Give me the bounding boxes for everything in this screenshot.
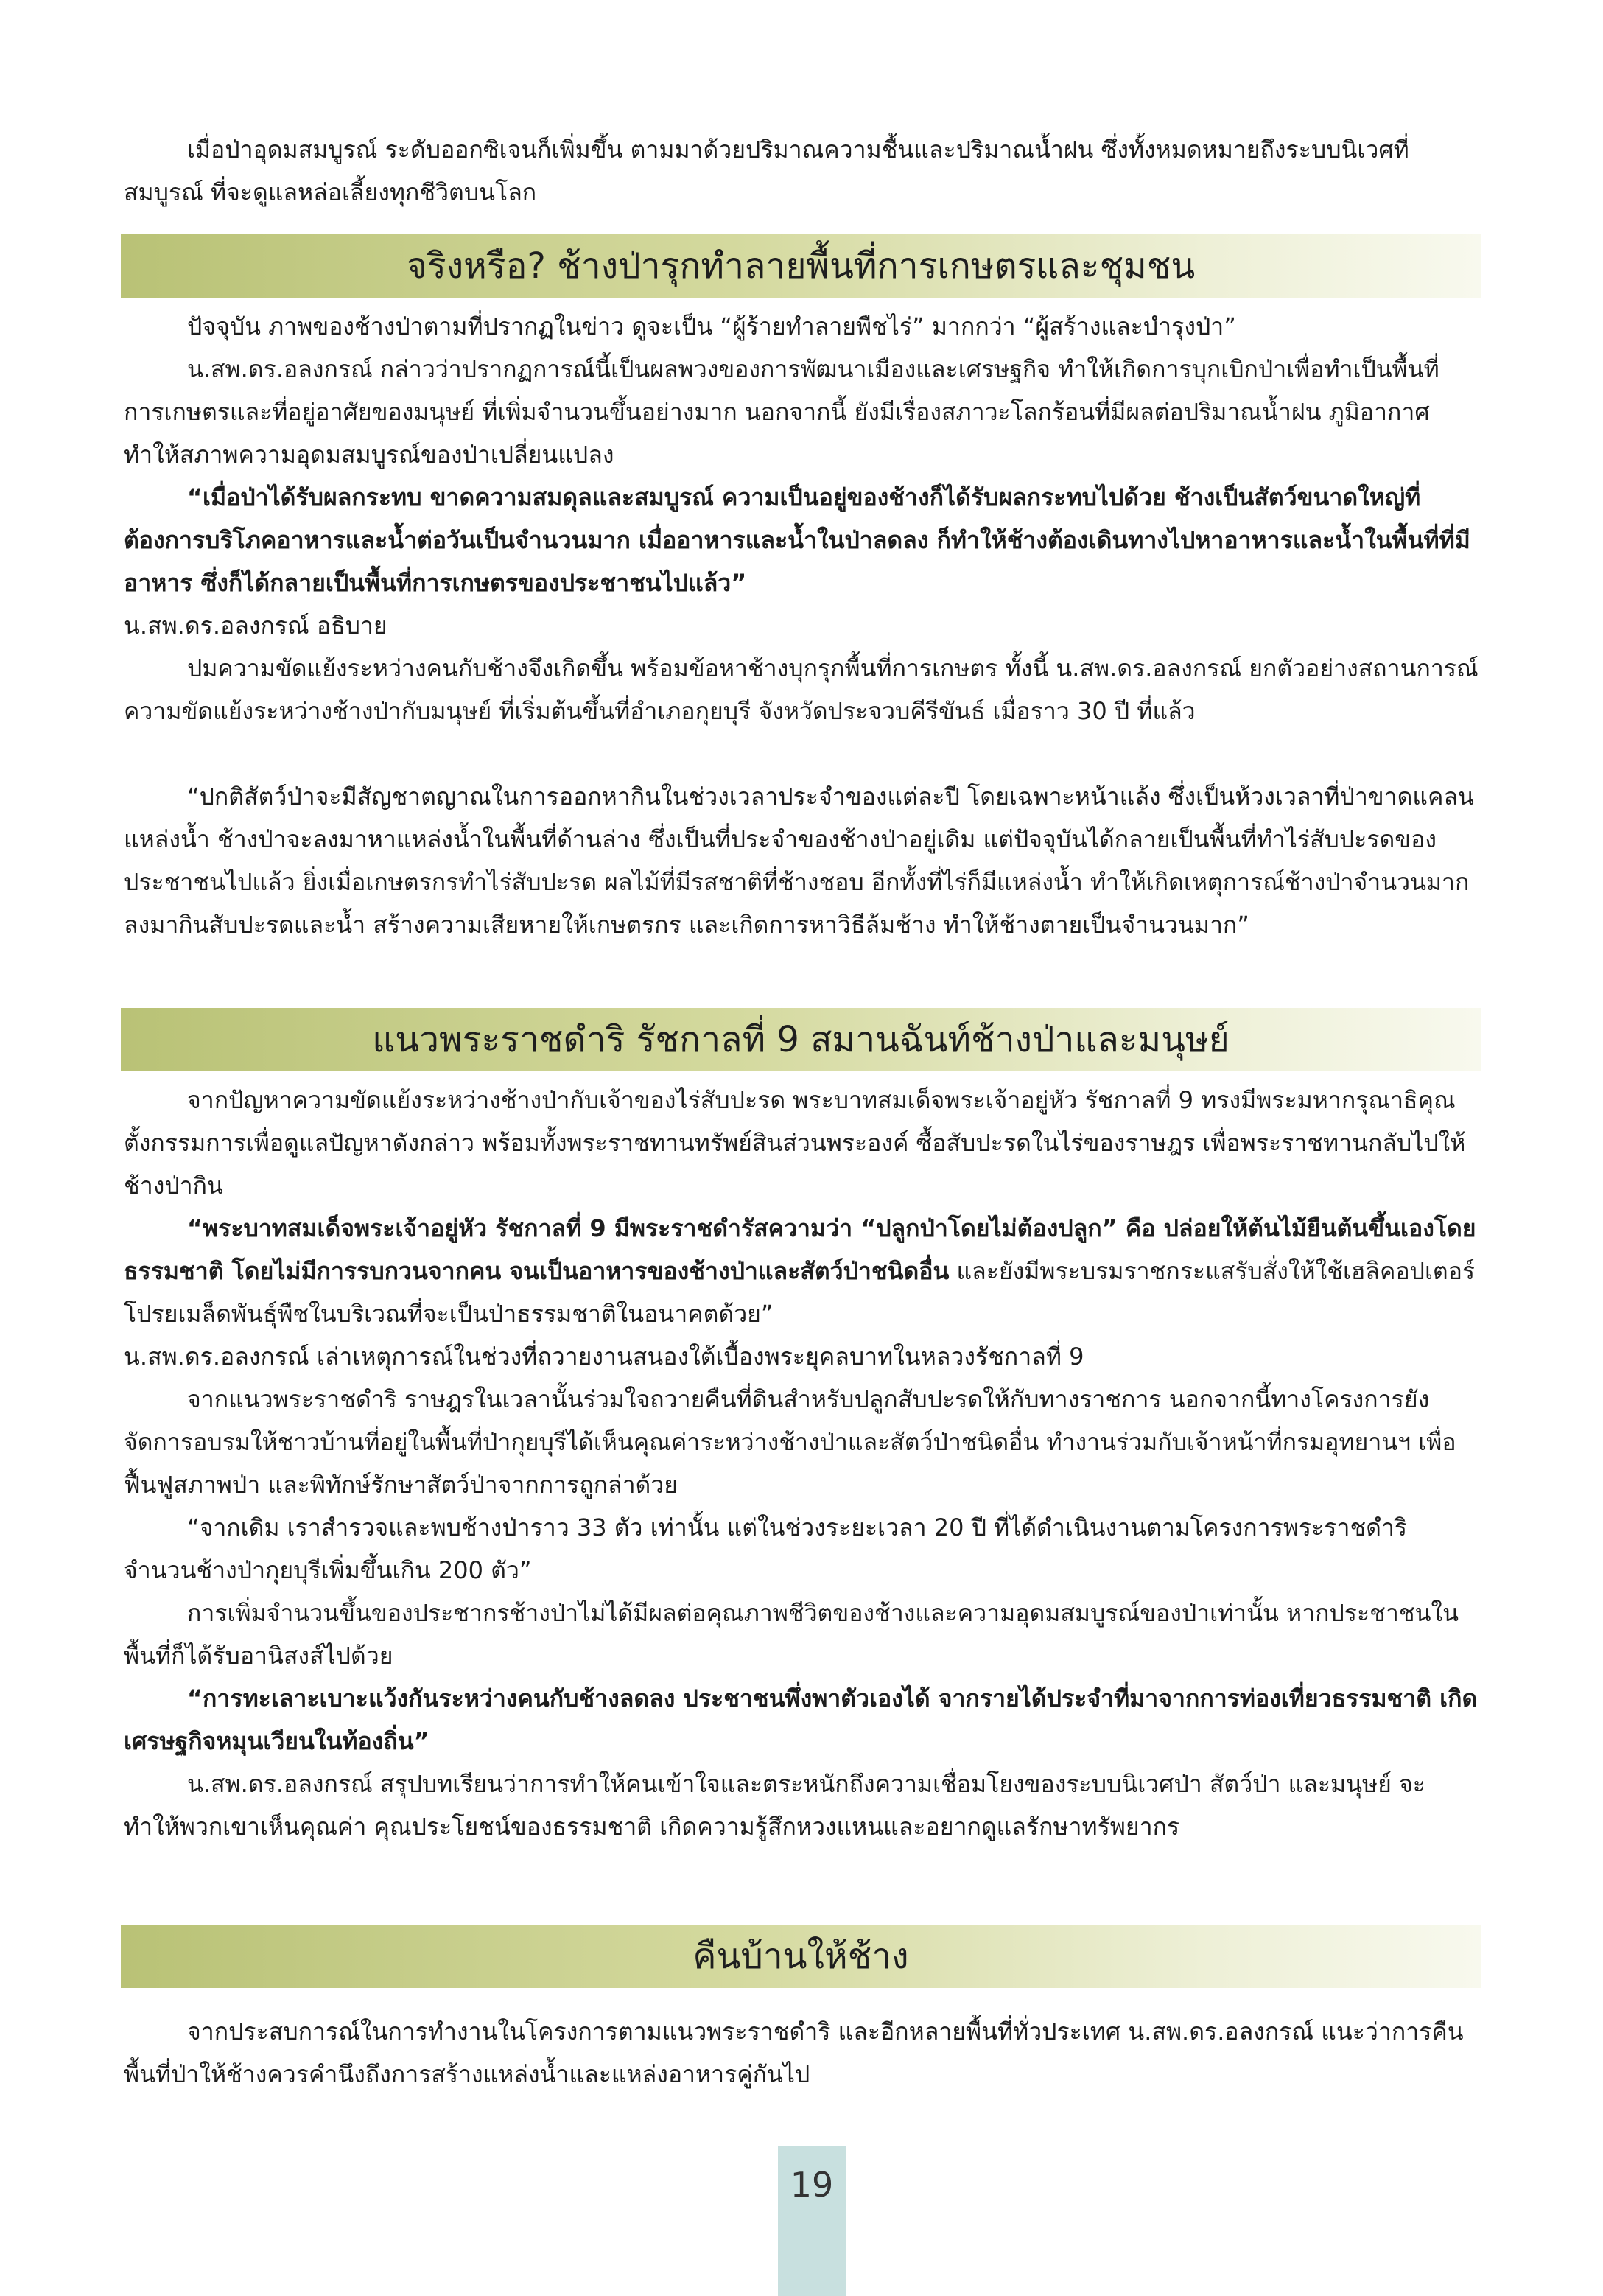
quote-paragraph: “ปกติสัตว์ป่าจะมีสัญชาตญาณในการออกหากินในช่วงเวลาประจำของแต่ละปี โดยเฉพาะหน้าแล้ง ซึ่งเป็นห้วงเวลาที่ป่าขาดแคลนแหล่งน้ำ ช้างป่าจะลงมาหาแหล่งน้ำในพื้นที่ด้านล่าง ซึ่งเป็นที่ประจำของช้างป่าอยู่เดิม แต่ปัจจุบันได้กลายเป็นพื้นที่ทำไร่สับปะรดของประชาชนไปแล้ว ยิ่งเมื่อเกษตรกรทำไร่สับปะรด ผลไม้ที่มีรสชาติที่ช้างชอบ อีกทั้งที่ไร่ก็มีแหล่งน้ำ ทำให้เกิดเหตุการณ์ช้างป่าจำนวนมากลงมากินสับปะรดและน้ำ สร้างความเสียหายให้เกษตรกร และเกิดการหาวิธีล้มช้าง ทำให้ช้างตายเป็นจำนวนมาก” xyxy=(124,783,1474,939)
quote-paragraph: “จากเดิม เราสำรวจและพบช้างป่าราว 33 ตัว เท่านั้น แต่ในช่วงระยะเวลา 20 ปี ที่ได้ดำเนินงานตามโครงการพระราชดำริ จำนวนช้างป่ากุยบุรีเพิ่มขึ้นเกิน 200 ตัว” xyxy=(124,1513,1408,1584)
paragraph: ปัจจุบัน ภาพของช้างป่าตามที่ปรากฏในข่าว ดูจะเป็น “ผู้ร้ายทำลายพืชไร่” มากกว่า “ผู้สร้างและบำรุงป่า” xyxy=(187,312,1236,340)
section-heading: แนวพระราชดำริ รัชกาลที่ 9 สมานฉันท์ช้างป่าและมนุษย์ xyxy=(372,1019,1230,1060)
paragraph: น.สพ.ดร.อลงกรณ์ กล่าวว่าปรากฏการณ์นี้เป็นผลพวงของการพัฒนาเมืองและเศรษฐกิจ ทำให้เกิดการบุกเบิกป่าเพื่อทำเป็นพื้นที่การเกษตรและที่อยู่อาศัยของมนุษย์ ที่เพิ่มจำนวนขึ้นอย่างมาก นอกจากนี้ ยังมีเรื่องสภาวะโลกร้อนที่มีผลต่อปริมาณน้ำฝน ภูมิอากาศ ทำให้สภาพความอุดมสมบูรณ์ของป่าเปลี่ยนแปลง xyxy=(124,355,1439,469)
section-heading-band xyxy=(121,1008,1481,1071)
section-heading-band xyxy=(121,234,1481,298)
section-heading-band xyxy=(121,1925,1481,1988)
intro-paragraph: เมื่อป่าอุดมสมบูรณ์ ระดับออกซิเจนก็เพิ่มขึ้น ตามมาด้วยปริมาณความชื้นและปริมาณน้ำฝน ซึ่งทั้งหมดหมายถึงระบบนิเวศที่สมบูรณ์ ที่จะดูแลหล่อเลี้ยงทุกชีวิตบนโลก xyxy=(124,136,1409,206)
quote-bold-text: “พระบาทสมเด็จพระเจ้าอยู่หัว รัชกาลที่ 9 มีพระราชดำรัสความว่า “ปลูกป่าโดยไม่ต้องปลูก” คือ ปล่อยให้ต้นไม้ยืนต้นขึ้นเองโดยธรรมชาติ โดยไม่มีการรบกวนจากคน จนเป็นอาหารของช้างป่าและสัตว์ป่าชนิดอื่น xyxy=(124,1214,1476,1285)
paragraph: จากประสบการณ์ในการทำงานในโครงการตามแนวพระราชดำริ และอีกหลายพื้นที่ทั่วประเทศ น.สพ.ดร.อลงกรณ์ แนะว่าการคืนพื้นที่ป่าให้ช้างควรคำนึงถึงการสร้างแหล่งน้ำและแหล่งอาหารคู่กันไป xyxy=(124,2017,1464,2088)
paragraph: ปมความขัดแย้งระหว่างคนกับช้างจึงเกิดขึ้น พร้อมข้อหาช้างบุกรุกพื้นที่การเกษตร ทั้งนี้ น.สพ.ดร.อลงกรณ์ ยกตัวอย่างสถานการณ์ความขัดแย้งระหว่างช้างป่ากับมนุษย์ ที่เริ่มต้นขึ้นที่อำเภอกุยบุรี จังหวัดประจวบคีรีขันธ์ เมื่อราว 30 ปี ที่แล้ว xyxy=(124,654,1479,725)
page-number: 19 xyxy=(790,2165,834,2205)
attribution: น.สพ.ดร.อลงกรณ์ เล่าเหตุการณ์ในช่วงที่ถวายงานสนองใต้เบื้องพระยุคลบาทในหลวงรัชกาลที่ 9 xyxy=(124,1343,1084,1371)
quote-paragraph: “เมื่อป่าได้รับผลกระทบ ขาดความสมดุลและสมบูรณ์ ความเป็นอยู่ของช้างก็ได้รับผลกระทบไปด้วย ช้างเป็นสัตว์ขนาดใหญ่ที่ต้องการบริโภคอาหารและน้ำต่อวันเป็นจำนวนมาก เมื่ออาหารและน้ำในป่าลดลง ก็ทำให้ช้างต้องเดินทางไปหาอาหารและน้ำในพื้นที่ที่มีอาหาร ซึ่งก็ได้กลายเป็นพื้นที่การเกษตรของประชาชนไปแล้ว” xyxy=(124,483,1470,597)
paragraph: จากแนวพระราชดำริ ราษฎรในเวลานั้นร่วมใจถวายคืนที่ดินสำหรับปลูกสับปะรดให้กับทางราชการ นอกจากนี้ทางโครงการยังจัดการอบรมให้ชาวบ้านที่อยู่ในพื้นที่ป่ากุยบุรีได้เห็นคุณค่าระหว่างช้างป่าและสัตว์ป่าชนิดอื่น ทำงานร่วมกับเจ้าหน้าที่กรมอุทยานฯ เพื่อฟื้นฟูสภาพป่า และพิทักษ์รักษาสัตว์ป่าจากการถูกล่าด้วย xyxy=(124,1385,1456,1499)
paragraph: จากปัญหาความขัดแย้งระหว่างช้างป่ากับเจ้าของไร่สับปะรด พระบาทสมเด็จพระเจ้าอยู่หัว รัชกาลที่ 9 ทรงมีพระมหากรุณาธิคุณตั้งกรรมการเพื่อดูแลปัญหาดังกล่าว พร้อมทั้งพระราชทานทรัพย์สินส่วนพระองค์ ซื้อสับปะรดในไร่ของราษฎร เพื่อพระราชทานกลับไปให้ช้างป่ากิน xyxy=(124,1086,1466,1200)
attribution: น.สพ.ดร.อลงกรณ์ อธิบาย xyxy=(124,612,387,640)
section-heading: คืนบ้านให้ช้าง xyxy=(692,1936,909,1977)
page-number-tab xyxy=(778,2146,846,2296)
paragraph: น.สพ.ดร.อลงกรณ์ สรุปบทเรียนว่าการทำให้คนเข้าใจและตระหนักถึงความเชื่อมโยงของระบบนิเวศป่า สัตว์ป่า และมนุษย์ จะทำให้พวกเขาเห็นคุณค่า คุณประโยชน์ของธรรมชาติ เกิดความรู้สึกหวงแหนและอยากดูแลรักษาทรัพยากร xyxy=(124,1770,1425,1841)
quote-regular-text: และยังมีพระบรมราชกระแสรับสั่งให้ใช้เฮลิคอปเตอร์โปรยเมล็ดพันธุ์พืชในบริเวณที่จะเป็นป่าธรรมชาติในอนาคตด้วย” xyxy=(124,1257,1476,1328)
quote-paragraph: “การทะเลาะเบาะแว้งกันระหว่างคนกับช้างลดลง ประชาชนพึ่งพาตัวเองได้ จากรายได้ประจำที่มาจากการท่องเที่ยวธรรมชาติ เกิดเศรษฐกิจหมุนเวียนในท้องถิ่น” xyxy=(124,1684,1478,1755)
section-heading: จริงหรือ? ช้างป่ารุกทำลายพื้นที่การเกษตรและชุมชน xyxy=(406,245,1196,287)
paragraph: การเพิ่มจำนวนขึ้นของประชากรช้างป่าไม่ได้มีผลต่อคุณภาพชีวิตของช้างและความอุดมสมบูรณ์ของป่าเท่านั้น หากประชาชนในพื้นที่ก็ได้รับอานิสงส์ไปด้วย xyxy=(124,1599,1459,1670)
quote-paragraph xyxy=(124,1207,1479,1335)
